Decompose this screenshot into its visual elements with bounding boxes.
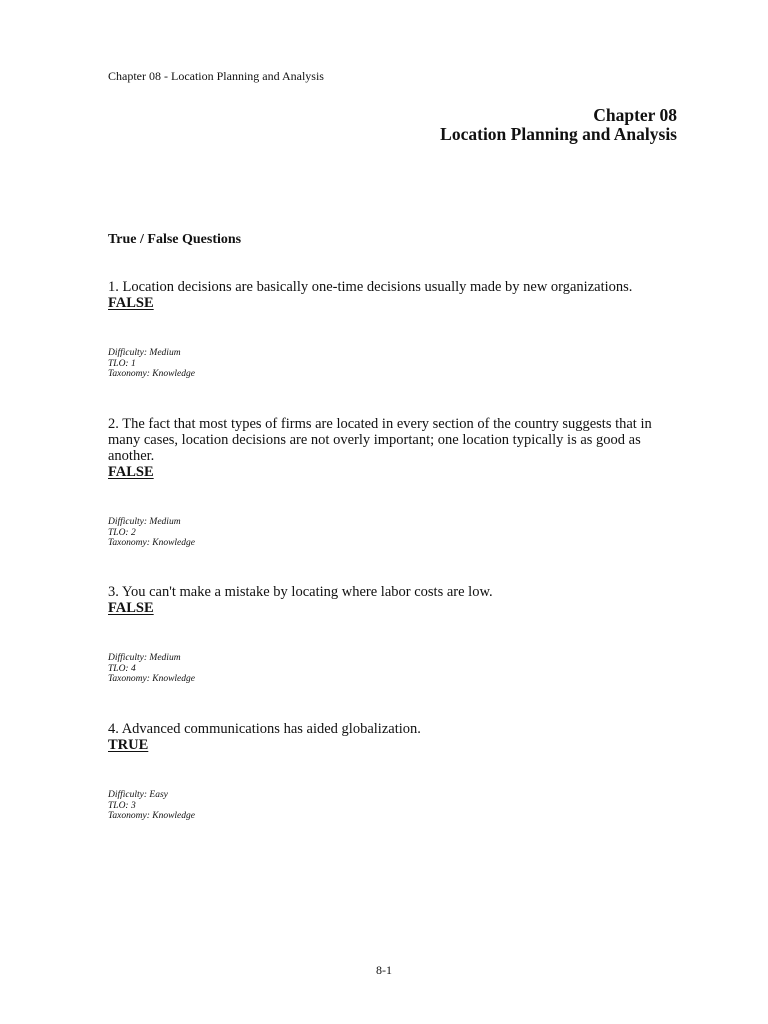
question-item [108,279,678,380]
difficulty-label: Difficulty: Easy [108,790,168,800]
question-metadata [108,790,678,822]
question-text: 2. The fact that most types of firms are located in every section of the country suggests that in many cases, location decisions are not overly important; one location typically is as good as another. [108,416,652,464]
taxonomy-label: Taxonomy: Knowledge [108,811,195,821]
page-number: 8-1 [376,963,392,977]
tlo-label: TLO: 2 [108,527,136,538]
chapter-number: Chapter 08 [593,105,677,125]
question-text: 3. You can't make a mistake by locating where labor costs are low. [108,584,493,600]
taxonomy-label: Taxonomy: Knowledge [108,369,195,379]
question-metadata [108,653,678,685]
question-item [108,416,678,549]
question-metadata [108,517,678,549]
taxonomy-label: Taxonomy: Knowledge [108,538,195,548]
tlo-label: TLO: 1 [108,358,136,369]
tlo-label: TLO: 3 [108,800,136,811]
question-text: 4. Advanced communications has aided globalization. [108,721,421,737]
tlo-label: TLO: 4 [108,663,136,674]
answer-label: FALSE [108,600,154,616]
question-item [108,584,678,685]
answer-label: FALSE [108,464,154,480]
question-text: 1. Location decisions are basically one-time decisions usually made by new organizations. [108,279,633,295]
chapter-subtitle: Location Planning and Analysis [440,124,677,144]
answer-label: FALSE [108,295,154,311]
difficulty-label: Difficulty: Medium [108,653,181,663]
running-header: Chapter 08 - Location Planning and Analysis [108,69,324,83]
section-heading: True / False Questions [108,232,242,247]
difficulty-label: Difficulty: Medium [108,517,181,527]
taxonomy-label: Taxonomy: Knowledge [108,674,195,684]
difficulty-label: Difficulty: Medium [108,348,181,358]
chapter-title-block [440,106,677,144]
question-metadata [108,348,678,380]
question-item [108,721,678,822]
answer-label: TRUE [108,737,149,753]
